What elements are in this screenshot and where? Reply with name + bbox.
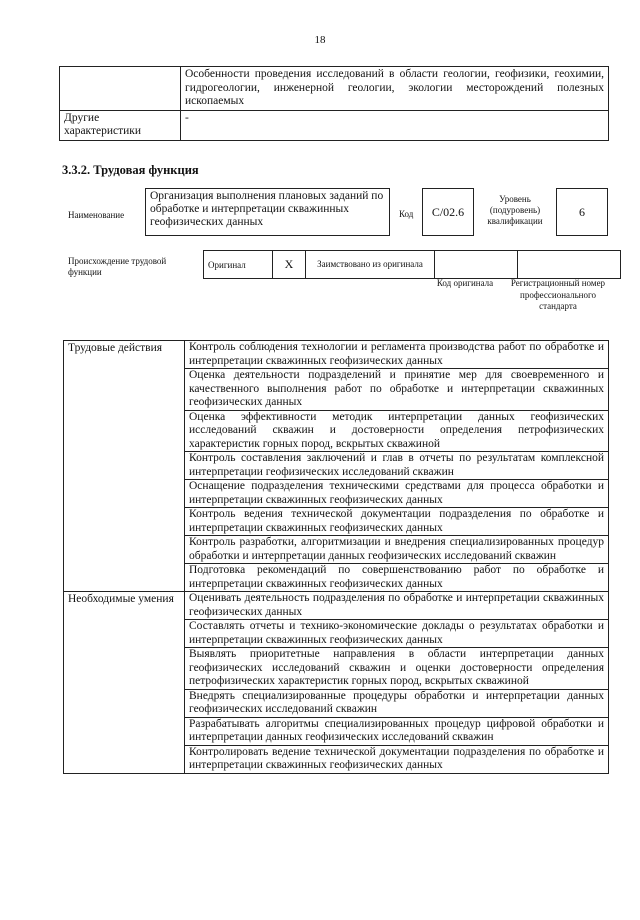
section-title: 3.3.2. Трудовая функция <box>62 163 199 177</box>
table-cell: Составлять отчеты и технико-экономические доклады о результатах обработки и интерпретации скважинных геофизических данных <box>185 620 609 648</box>
row-value: - <box>181 110 609 140</box>
table-cell: Оценивать деятельность подразделения по обработке и интерпретации скважинных геофизических данных <box>185 592 609 620</box>
table-row <box>64 592 609 620</box>
original-label: Оригинал <box>204 251 273 279</box>
row-value: Особенности проведения исследований в области геологии, геофизики, геохимии, гидрогеологии, инженерной геологии, экологии месторождений полезных ископаемых <box>181 67 609 111</box>
main-table <box>63 340 609 774</box>
reg-number-label: Регистрационный номер профессионального стандарта <box>510 278 606 311</box>
table-row <box>60 110 609 140</box>
borrowed-label: Заимствовано из оригинала <box>306 251 435 279</box>
table-cell: Оценка эффективности методик интерпретации данных геофизических исследований скважин и достоверности определения петрофизических характеристик горных пород, вскрытых скважиной <box>185 410 609 452</box>
name-label: Наименование <box>68 210 125 220</box>
table-row <box>60 67 609 111</box>
page-number: 18 <box>314 34 326 46</box>
table-cell: Разрабатывать алгоритмы специализированных процедур цифровой обработки и интерпретации данных геофизических исследований скважин <box>185 717 609 745</box>
row-label <box>60 67 181 111</box>
table-cell: Контроль ведения технической документации подразделения по обработке и интерпретации скважинных геофизических данных <box>185 508 609 536</box>
code-value: C/02.6 <box>422 188 474 236</box>
group-header: Необходимые умения <box>64 592 185 774</box>
level-value: 6 <box>556 188 608 236</box>
group-header: Трудовые действия <box>64 341 185 592</box>
table-cell: Выявлять приоритетные направления в области интерпретации данных геофизических исследований скважин и оценки достоверности определения петрофизических характеристик горных пород, вскрытых скважиной <box>185 648 609 690</box>
table-cell: Контроль соблюдения технологии и регламента производства работ по обработке и интерпретации скважинных геофизических данных <box>185 341 609 369</box>
origin-label: Происхождение трудовой функции <box>68 256 167 277</box>
original-mark: X <box>273 251 306 279</box>
code-original-cell <box>435 251 518 279</box>
function-name: Организация выполнения плановых заданий по обработке и интерпретации скважинных геофизических данных <box>145 188 390 236</box>
table-cell: Оценка деятельности подразделений и принятие мер для своевременного и качественного выполнения работ по обработке и интерпретации скважинных геофизических данных <box>185 369 609 411</box>
code-label: Код <box>399 209 414 219</box>
reg-number-cell <box>518 251 621 279</box>
table-cell: Оснащение подразделения техническими средствами для процесса обработки и интерпретации скважинных геофизических данных <box>185 480 609 508</box>
level-label: Уровень (подуровень) квалификации <box>487 194 543 226</box>
code-original-label: Код оригинала <box>436 278 494 288</box>
table-cell: Внедрять специализированные процедуры обработки и интерпретации данных геофизических исследований скважин <box>185 689 609 717</box>
table-cell: Контроль составления заключений и глав в отчеты по результатам комплексной интерпретации геофизических исследований скважин <box>185 452 609 480</box>
row-label: Другие характеристики <box>60 110 181 140</box>
origin-table <box>203 250 621 279</box>
top-table <box>59 66 609 141</box>
table-cell: Контролировать ведение технической документации подразделения по обработке и интерпретации скважинных геофизических данных <box>185 745 609 773</box>
table-cell: Контроль разработки, алгоритмизации и внедрения специализированных процедур обработки и интерпретации данных геофизических исследований скважин <box>185 536 609 564</box>
table-row <box>64 341 609 369</box>
table-cell: Подготовка рекомендаций по совершенствованию работ по обработке и интерпретации скважинных геофизических данных <box>185 564 609 592</box>
